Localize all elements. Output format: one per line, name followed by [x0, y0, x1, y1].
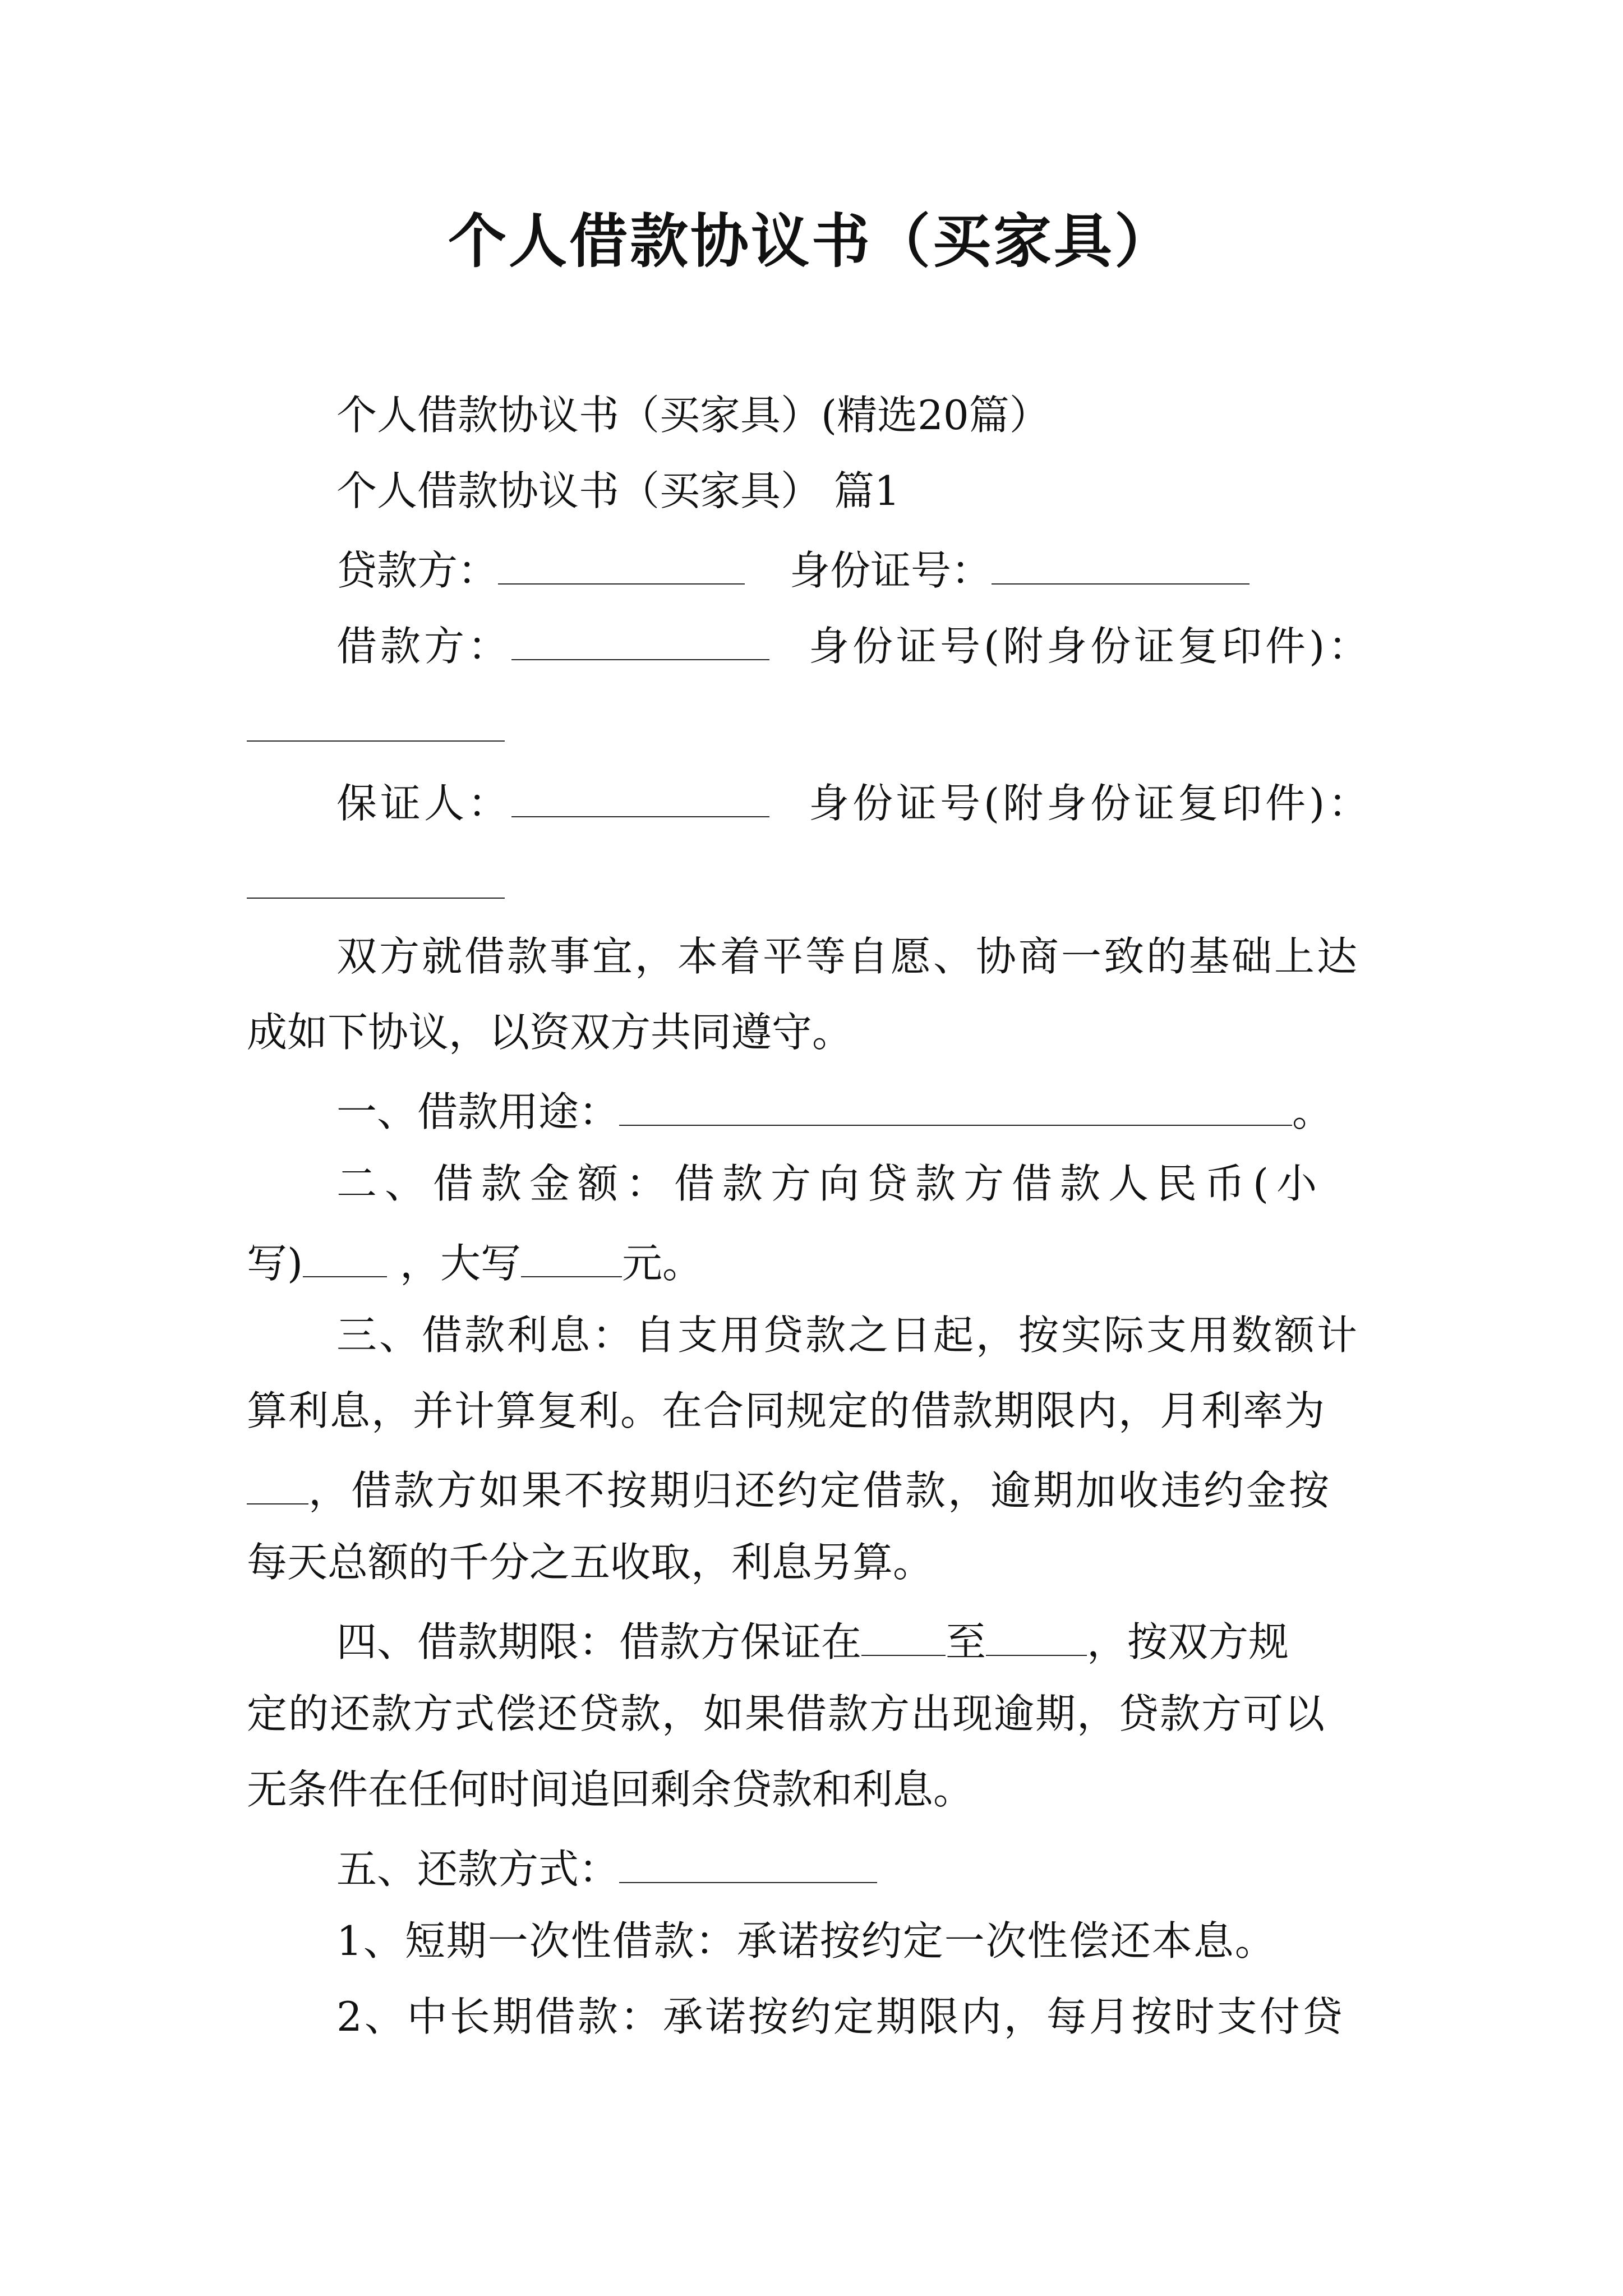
purpose-blank: [619, 1080, 1292, 1126]
interest-text: 三、借款利息：自支用贷款之日起，按实际支用数额计: [336, 1312, 1360, 1359]
list-item: [336, 1913, 1276, 1969]
list-item-text: 1、短期一次性借款：承诺按约定一次性偿还本息。: [336, 1917, 1276, 1964]
purpose-line: [336, 1080, 1332, 1140]
interest-line: [336, 1307, 1359, 1363]
repayment-label: 五、还款方式：: [336, 1846, 620, 1893]
term-text: 定的还款方式偿还贷款，如果借款方出现逾期，贷款方可以: [247, 1690, 1326, 1737]
repayment-line: [336, 1837, 877, 1897]
amount-small-label: 写): [247, 1240, 303, 1287]
paragraph-line: [336, 928, 1359, 984]
interest-text: ，借款方如果不按期归还约定借款，逾期加收违约金按: [308, 1467, 1332, 1514]
guarantor-blank: [511, 771, 769, 817]
guarantor-label: 保证人：: [336, 780, 512, 827]
purpose-label: 一、借款用途：: [336, 1088, 620, 1135]
purpose-end: 。: [1292, 1088, 1333, 1135]
term-line: [247, 1761, 974, 1818]
document-title: 个人借款协议书（买家具）: [448, 206, 1175, 275]
term-start-blank: [861, 1610, 946, 1656]
list-item: [336, 1989, 1345, 2045]
term-line: [336, 1610, 1289, 1670]
guarantor-id-label: 身份证号(附身份证复印件)：: [809, 780, 1372, 827]
amount-unit: 元。: [621, 1240, 703, 1287]
lender-line: [336, 539, 1249, 599]
borrower-line: [336, 614, 1372, 674]
subtitle-line: [336, 387, 1050, 443]
borrower-id-blank: [247, 740, 505, 742]
amount-line: [336, 1156, 1325, 1212]
lender-label: 贷款方：: [336, 547, 499, 594]
interest-text: 算利息，并计算复利。在合同规定的借款期限内，月利率为: [247, 1387, 1326, 1434]
term-text: 四、借款期限：借款方保证在: [336, 1618, 862, 1665]
term-text: ，按双方规: [1087, 1618, 1289, 1665]
term-text: 至: [946, 1618, 986, 1665]
term-text: 无条件在任何时间追回剩余贷款和利息。: [247, 1766, 974, 1813]
amount-line-2: [247, 1231, 703, 1291]
amount-text: 二、借款金额：借款方向贷款方借款人民币(小: [336, 1160, 1325, 1207]
amount-small-blank: [303, 1231, 387, 1277]
interest-line: [247, 1383, 1326, 1439]
lender-id-label: 身份证号：: [790, 547, 992, 594]
section-heading: [336, 463, 900, 519]
borrower-label: 借款方：: [336, 623, 512, 670]
guarantor-id-blank: [247, 898, 505, 899]
borrower-id-label: 身份证号(附身份证复印件)：: [809, 623, 1372, 670]
list-item-text: 2、中长期借款：承诺按约定期限内，每月按时支付贷: [336, 1993, 1345, 2040]
lender-blank: [498, 539, 745, 585]
subtitle-text: 个人借款协议书（买家具）(精选20篇）: [336, 392, 1050, 439]
guarantor-line: [336, 771, 1372, 831]
lender-id-blank: [992, 539, 1249, 585]
paragraph-text: 双方就借款事宜，本着平等自愿、协商一致的基础上达: [336, 933, 1360, 980]
interest-rate-blank: [247, 1458, 308, 1504]
paragraph-line: [247, 1004, 852, 1060]
repayment-blank: [619, 1837, 877, 1883]
interest-text: 每天总额的千分之五收取，利息另算。: [247, 1539, 934, 1586]
section-heading-text: 个人借款协议书（买家具） 篇1: [336, 467, 900, 514]
interest-line: [247, 1458, 1331, 1519]
term-end-blank: [986, 1610, 1087, 1656]
amount-big-blank: [521, 1231, 622, 1277]
interest-line: [247, 1534, 933, 1590]
borrower-blank: [511, 614, 769, 660]
paragraph-text: 成如下协议，以资双方共同遵守。: [247, 1009, 853, 1056]
term-line: [247, 1686, 1326, 1742]
amount-big-label: ，大写: [387, 1240, 521, 1287]
